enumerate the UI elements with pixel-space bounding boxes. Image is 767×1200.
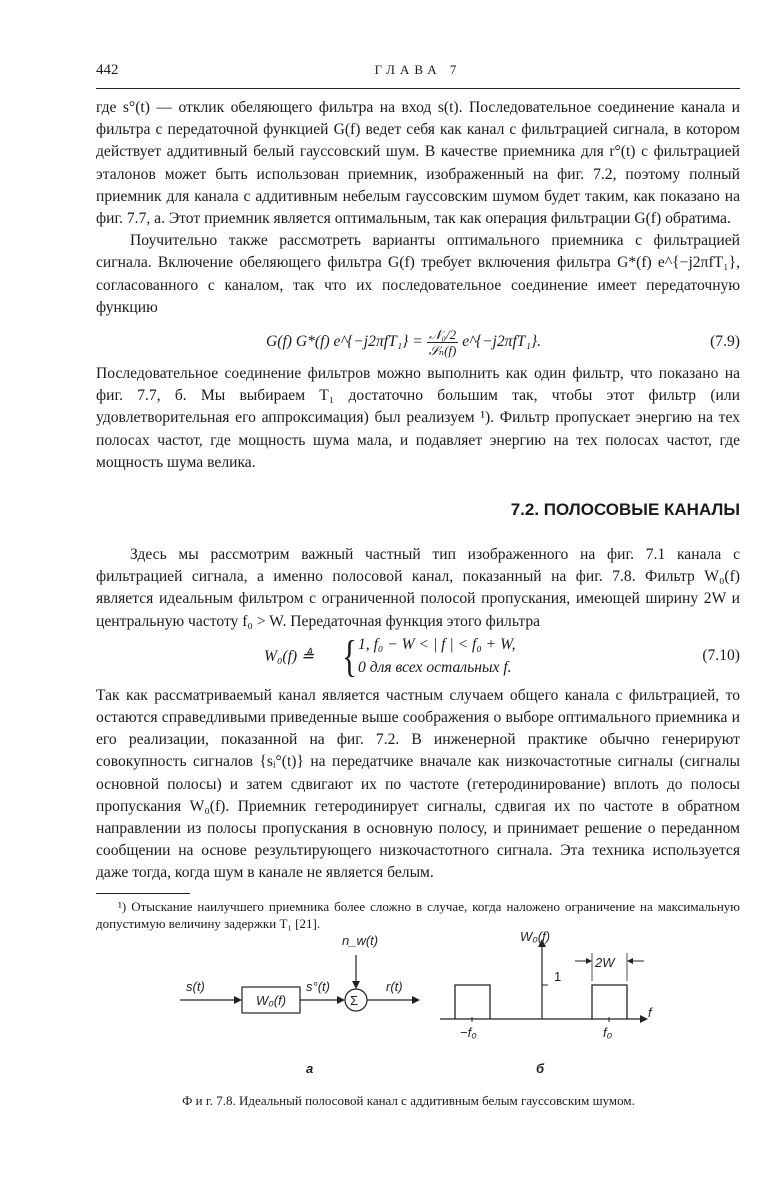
chapter-heading: ГЛАВА 7 — [374, 62, 462, 77]
filter-label: W₀(f) — [256, 993, 287, 1008]
label-pos-f0: f₀ — [603, 1025, 613, 1040]
brace-symbol: { — [342, 631, 357, 681]
label-s0-t: s°(t) — [306, 979, 330, 994]
paragraph-4: Здесь мы рассмотрим важный частный тип изображенного на фиг. 7.1 канала с фильтрацией сигнала, а именно полосовой канал, показанный на фиг. 7.8. Фильтр W₀(f) является идеальным фильтром с ограниченной полосой пропускания, имеющей ширину 2W и центральную частоту f₀ > W. Передаточная функция этого фильтра — [96, 546, 740, 630]
figure-caption: Ф и г. 7.8. Идеальный полосовой канал с аддитивным белым гауссовским шумом. — [182, 1093, 635, 1108]
paragraph-1: где s°(t) — отклик обеляющего фильтра на вход s(t). Последовательное соединение канала и фильтра с передаточной функцией G(f) ведет себя как канал с фильтрацией сигнала, в котором действует аддитивный белый гауссовский шум. В качестве приемника для r°(t) с фильтрацией эталонов может быть использован приемник, изображенный на фиг. 7.2, поэтому полный приемник для канала с аддитивным небелым гауссовским шумом будет таким, как показано на фиг. 7.7, а. Этот приемник является оптимальным, так как операция фильтрации G(f) обратима. — [96, 99, 740, 228]
formula-7-9 — [96, 319, 740, 363]
page-number: 442 — [96, 62, 119, 78]
axis-label-f: f — [648, 1005, 652, 1020]
width-label: 2W — [595, 955, 615, 970]
arrow-head — [234, 996, 242, 1004]
height-label: 1 — [554, 969, 562, 984]
passband-positive — [592, 985, 627, 1019]
footnote: ¹) Отыскание наилучшего приемника более сложно в случае, когда наложено ограничение на максимальную допустимую величину задержки T₁ [21]. — [96, 898, 740, 931]
passband-negative — [455, 985, 490, 1019]
page-content — [96, 62, 740, 932]
paragraph-3: Последовательное соединение фильтров можно выполнить как один фильтр, что показано на фиг. 7.7, б. Мы выбираем T₁ достаточно большим так, чтобы этот фильтр (или удовлетворительная его аппроксимация) был реализуем ¹). Фильтр пропускает энергию на тех полосах частот, где мощность шума мала, и подавляет энергию на тех полосах частот, где мощность шума велика. — [96, 365, 740, 471]
formula-7-10-case-2: 0 для всех остальных f. — [358, 658, 512, 676]
running-header — [96, 62, 740, 88]
paragraph-2: Поучительно также рассмотреть варианты оптимального приемника с фильтрацией сигнала. Включение обеляющего фильтра G(f) требует включения фильтра G*(f) e^{−j2πfT₁}, согласованного с каналом, так что их последовательное соединение имеет передаточную функцию — [96, 232, 740, 316]
subfigure-label-b: б — [536, 1061, 545, 1076]
figure-7-8 — [150, 925, 710, 1085]
summer-symbol: Σ — [350, 993, 359, 1008]
equation-number-7-9: (7.9) — [710, 333, 740, 351]
arrow-head — [586, 958, 592, 964]
arrow-head — [352, 981, 360, 989]
formula-7-9-lhs: G(f) G*(f) e^{−j2πfT₁} = — [266, 333, 423, 351]
section-title: 7.2. ПОЛОСОВЫЕ КАНАЛЫ — [510, 500, 740, 520]
paragraph-5: Так как рассматриваемый канал является частным случаем общего канала с фильтрацией, то остаются справедливыми приведенные выше соображения о выборе оптимального приемника и его реализации, показанной на фиг. 7.2. В инженерной практике обычно генерируют совокупность сигналов {sᵢ°(t)} на передатчике вначале как низкочастотные сигналы (сигналы основной полосы) и затем сдвигают их по частоте (гетеродинирование) вплоть до полосы пропускания W₀(f). Приемник гетеродинирует сигналы, сдвигая их по частоте в обратном направлении из полосы пропускания в основную полосу, и принимает решение о переданном сообщении на основе результирующего низкочастотного сигнала. Эта техника используется даже тогда, когда шум в канале не является белым. — [96, 686, 740, 882]
header-rule — [96, 88, 740, 89]
plot-title: W₀(f) — [520, 929, 551, 944]
label-neg-f0: −f₀ — [460, 1025, 477, 1040]
formula-7-10 — [96, 633, 740, 685]
formula-7-9-fraction: $\frac{\text{𝒩₀/2}}{\text{𝒮ₙ(f)}}$ — [428, 327, 457, 359]
label-s-t: s(t) — [186, 979, 205, 994]
arrow-head — [640, 1015, 648, 1023]
formula-7-10-lhs: W₀(f) ≜ — [264, 647, 315, 665]
formula-7-10-case-1: 1, f₀ − W < | f | < f₀ + W, — [358, 635, 516, 653]
subfigure-label-a: а — [306, 1061, 314, 1076]
arrow-head — [627, 958, 633, 964]
formula-7-9-rhs: e^{−j2πfT₁}. — [462, 333, 542, 351]
equation-number-7-10: (7.10) — [702, 646, 740, 664]
label-noise: n_w(t) — [342, 933, 379, 948]
arrow-head — [337, 996, 345, 1004]
label-r-t: r(t) — [386, 979, 403, 994]
footnote-rule — [96, 893, 190, 894]
arrow-head — [412, 996, 420, 1004]
